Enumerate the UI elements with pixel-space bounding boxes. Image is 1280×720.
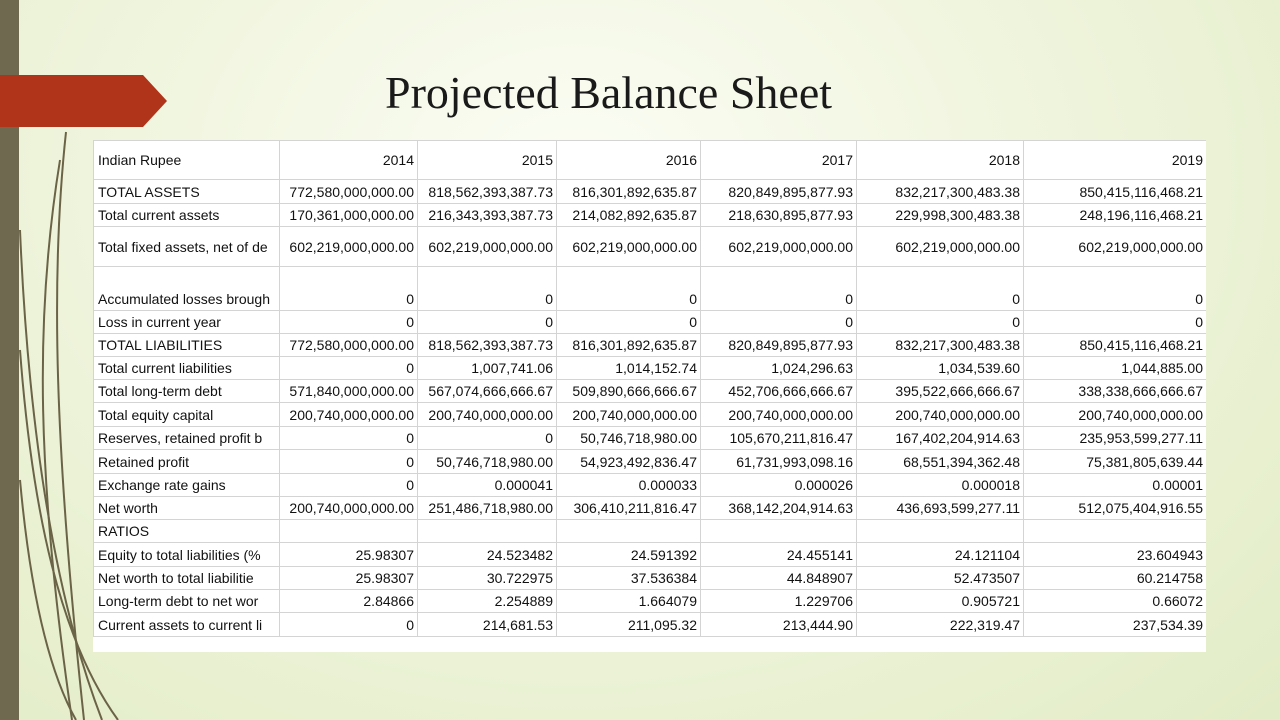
table-cell: 214,082,892,635.87: [557, 204, 701, 227]
header-cell: Indian Rupee: [94, 141, 280, 180]
table-cell: 200,740,000,000.00: [280, 497, 418, 520]
row-label: Net worth to total liabilitie: [94, 567, 280, 590]
table-cell: [701, 520, 857, 543]
table-row: [94, 357, 1207, 380]
table-cell: 0.00001: [1024, 474, 1207, 497]
table-cell: 0: [857, 267, 1024, 311]
table-cell: 2.254889: [418, 590, 557, 613]
table-row: [94, 403, 1207, 427]
header-cell: 2014: [280, 141, 418, 180]
spreadsheet-grid: [93, 140, 1206, 637]
table-cell: 0.000026: [701, 474, 857, 497]
table-cell: 1,024,296.63: [701, 357, 857, 380]
table-row: [94, 204, 1207, 227]
table-cell: 200,740,000,000.00: [857, 403, 1024, 427]
table-row: [94, 311, 1207, 334]
row-label: TOTAL ASSETS: [94, 180, 280, 204]
table-cell: 1,044,885.00: [1024, 357, 1207, 380]
table-cell: 512,075,404,916.55: [1024, 497, 1207, 520]
table-cell: 0: [418, 427, 557, 450]
row-label: Reserves, retained profit b: [94, 427, 280, 450]
table-cell: 0.000041: [418, 474, 557, 497]
table-cell: 237,534.39: [1024, 613, 1207, 637]
table-cell: 772,580,000,000.00: [280, 180, 418, 204]
table-cell: 602,219,000,000.00: [857, 227, 1024, 267]
table-cell: 0: [280, 613, 418, 637]
table-cell: 1.664079: [557, 590, 701, 613]
table-cell: 602,219,000,000.00: [418, 227, 557, 267]
table-cell: 0: [418, 311, 557, 334]
row-label: Current assets to current li: [94, 613, 280, 637]
table-cell: 68,551,394,362.48: [857, 450, 1024, 474]
table-cell: 24.455141: [701, 543, 857, 567]
table-cell: 24.591392: [557, 543, 701, 567]
table-cell: 248,196,116,468.21: [1024, 204, 1207, 227]
header-cell: 2019: [1024, 141, 1207, 180]
table-cell: 0: [280, 450, 418, 474]
table-cell: 0: [857, 311, 1024, 334]
table-cell: 0: [280, 357, 418, 380]
row-label: Accumulated losses brough: [94, 267, 280, 311]
table-cell: 24.121104: [857, 543, 1024, 567]
table-cell: 25.98307: [280, 567, 418, 590]
table-cell: 1.229706: [701, 590, 857, 613]
table-cell: 820,849,895,877.93: [701, 180, 857, 204]
table-cell: 772,580,000,000.00: [280, 334, 418, 357]
table-cell: 23.604943: [1024, 543, 1207, 567]
row-label: Long-term debt to net wor: [94, 590, 280, 613]
table-cell: [418, 520, 557, 543]
table-row: [94, 520, 1207, 543]
table-cell: 602,219,000,000.00: [557, 227, 701, 267]
table-cell: 52.473507: [857, 567, 1024, 590]
table-cell: 2.84866: [280, 590, 418, 613]
table-cell: 105,670,211,816.47: [701, 427, 857, 450]
table-row: [94, 380, 1207, 403]
table-cell: 61,731,993,098.16: [701, 450, 857, 474]
table-row: [94, 543, 1207, 567]
table-cell: 54,923,492,836.47: [557, 450, 701, 474]
row-label: Total current liabilities: [94, 357, 280, 380]
table-row: [94, 227, 1207, 267]
table-cell: 832,217,300,483.38: [857, 334, 1024, 357]
table-cell: 0: [701, 311, 857, 334]
table-cell: 0.66072: [1024, 590, 1207, 613]
table-cell: 816,301,892,635.87: [557, 334, 701, 357]
table-cell: 818,562,393,387.73: [418, 180, 557, 204]
table-cell: 0: [1024, 311, 1207, 334]
table-cell: 395,522,666,666.67: [857, 380, 1024, 403]
table-cell: 30.722975: [418, 567, 557, 590]
table-row: [94, 450, 1207, 474]
table-cell: 1,014,152.74: [557, 357, 701, 380]
table-row: [94, 267, 1207, 311]
table-cell: 820,849,895,877.93: [701, 334, 857, 357]
table-cell: 0.000018: [857, 474, 1024, 497]
table-cell: 567,074,666,666.67: [418, 380, 557, 403]
table-cell: 0: [280, 474, 418, 497]
row-label: Loss in current year: [94, 311, 280, 334]
table-cell: 213,444.90: [701, 613, 857, 637]
table-cell: 602,219,000,000.00: [701, 227, 857, 267]
header-cell: 2016: [557, 141, 701, 180]
table-cell: 24.523482: [418, 543, 557, 567]
table-cell: 436,693,599,277.11: [857, 497, 1024, 520]
table-cell: 0.000033: [557, 474, 701, 497]
table-cell: 50,746,718,980.00: [418, 450, 557, 474]
table-row: [94, 613, 1207, 637]
table-cell: 816,301,892,635.87: [557, 180, 701, 204]
table-cell: 571,840,000,000.00: [280, 380, 418, 403]
table-row: [94, 567, 1207, 590]
table-cell: 251,486,718,980.00: [418, 497, 557, 520]
table-cell: 0: [557, 311, 701, 334]
table-cell: 222,319.47: [857, 613, 1024, 637]
row-label: Total long-term debt: [94, 380, 280, 403]
balance-sheet-table: [93, 140, 1206, 652]
table-cell: 200,740,000,000.00: [280, 403, 418, 427]
table-cell: 0: [701, 267, 857, 311]
table-cell: 229,998,300,483.38: [857, 204, 1024, 227]
table-cell: 211,095.32: [557, 613, 701, 637]
row-label: RATIOS: [94, 520, 280, 543]
table-cell: 200,740,000,000.00: [1024, 403, 1207, 427]
table-cell: 306,410,211,816.47: [557, 497, 701, 520]
table-cell: 452,706,666,666.67: [701, 380, 857, 403]
table-cell: 218,630,895,877.93: [701, 204, 857, 227]
table-cell: 167,402,204,914.63: [857, 427, 1024, 450]
table-cell: 1,034,539.60: [857, 357, 1024, 380]
table-cell: 25.98307: [280, 543, 418, 567]
table-cell: 75,381,805,639.44: [1024, 450, 1207, 474]
table-row: [94, 334, 1207, 357]
table-cell: [857, 520, 1024, 543]
table-cell: 0: [557, 267, 701, 311]
table-cell: [1024, 520, 1207, 543]
table-row: [94, 590, 1207, 613]
header-cell: 2017: [701, 141, 857, 180]
table-cell: 216,343,393,387.73: [418, 204, 557, 227]
row-label: Total equity capital: [94, 403, 280, 427]
table-cell: 214,681.53: [418, 613, 557, 637]
row-label: Net worth: [94, 497, 280, 520]
table-cell: 509,890,666,666.67: [557, 380, 701, 403]
table-cell: [557, 520, 701, 543]
table-cell: 818,562,393,387.73: [418, 334, 557, 357]
table-cell: 50,746,718,980.00: [557, 427, 701, 450]
table-cell: 338,338,666,666.67: [1024, 380, 1207, 403]
table-row: [94, 427, 1207, 450]
table-row: [94, 497, 1207, 520]
table-cell: 0: [418, 267, 557, 311]
table-cell: 1,007,741.06: [418, 357, 557, 380]
table-row: [94, 180, 1207, 204]
row-label: TOTAL LIABILITIES: [94, 334, 280, 357]
table-cell: 60.214758: [1024, 567, 1207, 590]
table-cell: 0: [1024, 267, 1207, 311]
table-cell: 368,142,204,914.63: [701, 497, 857, 520]
table-cell: 44.848907: [701, 567, 857, 590]
table-cell: 200,740,000,000.00: [701, 403, 857, 427]
table-cell: 37.536384: [557, 567, 701, 590]
table-cell: [280, 520, 418, 543]
row-label: Equity to total liabilities (%: [94, 543, 280, 567]
table-cell: 0: [280, 267, 418, 311]
table-cell: 235,953,599,277.11: [1024, 427, 1207, 450]
table-cell: 170,361,000,000.00: [280, 204, 418, 227]
slide-title: Projected Balance Sheet: [385, 67, 833, 118]
row-label: Retained profit: [94, 450, 280, 474]
table-row: [94, 474, 1207, 497]
table-cell: 0.905721: [857, 590, 1024, 613]
row-label: Exchange rate gains: [94, 474, 280, 497]
header-cell: 2018: [857, 141, 1024, 180]
table-cell: 832,217,300,483.38: [857, 180, 1024, 204]
table-cell: 850,415,116,468.21: [1024, 334, 1207, 357]
table-cell: 602,219,000,000.00: [280, 227, 418, 267]
header-row: [94, 141, 1207, 180]
table-cell: 850,415,116,468.21: [1024, 180, 1207, 204]
table-cell: 200,740,000,000.00: [418, 403, 557, 427]
table-cell: 602,219,000,000.00: [1024, 227, 1207, 267]
table-cell: 0: [280, 311, 418, 334]
table-cell: 200,740,000,000.00: [557, 403, 701, 427]
row-label: Total fixed assets, net of de: [94, 227, 280, 267]
table-cell: 0: [280, 427, 418, 450]
row-label: Total current assets: [94, 204, 280, 227]
header-cell: 2015: [418, 141, 557, 180]
